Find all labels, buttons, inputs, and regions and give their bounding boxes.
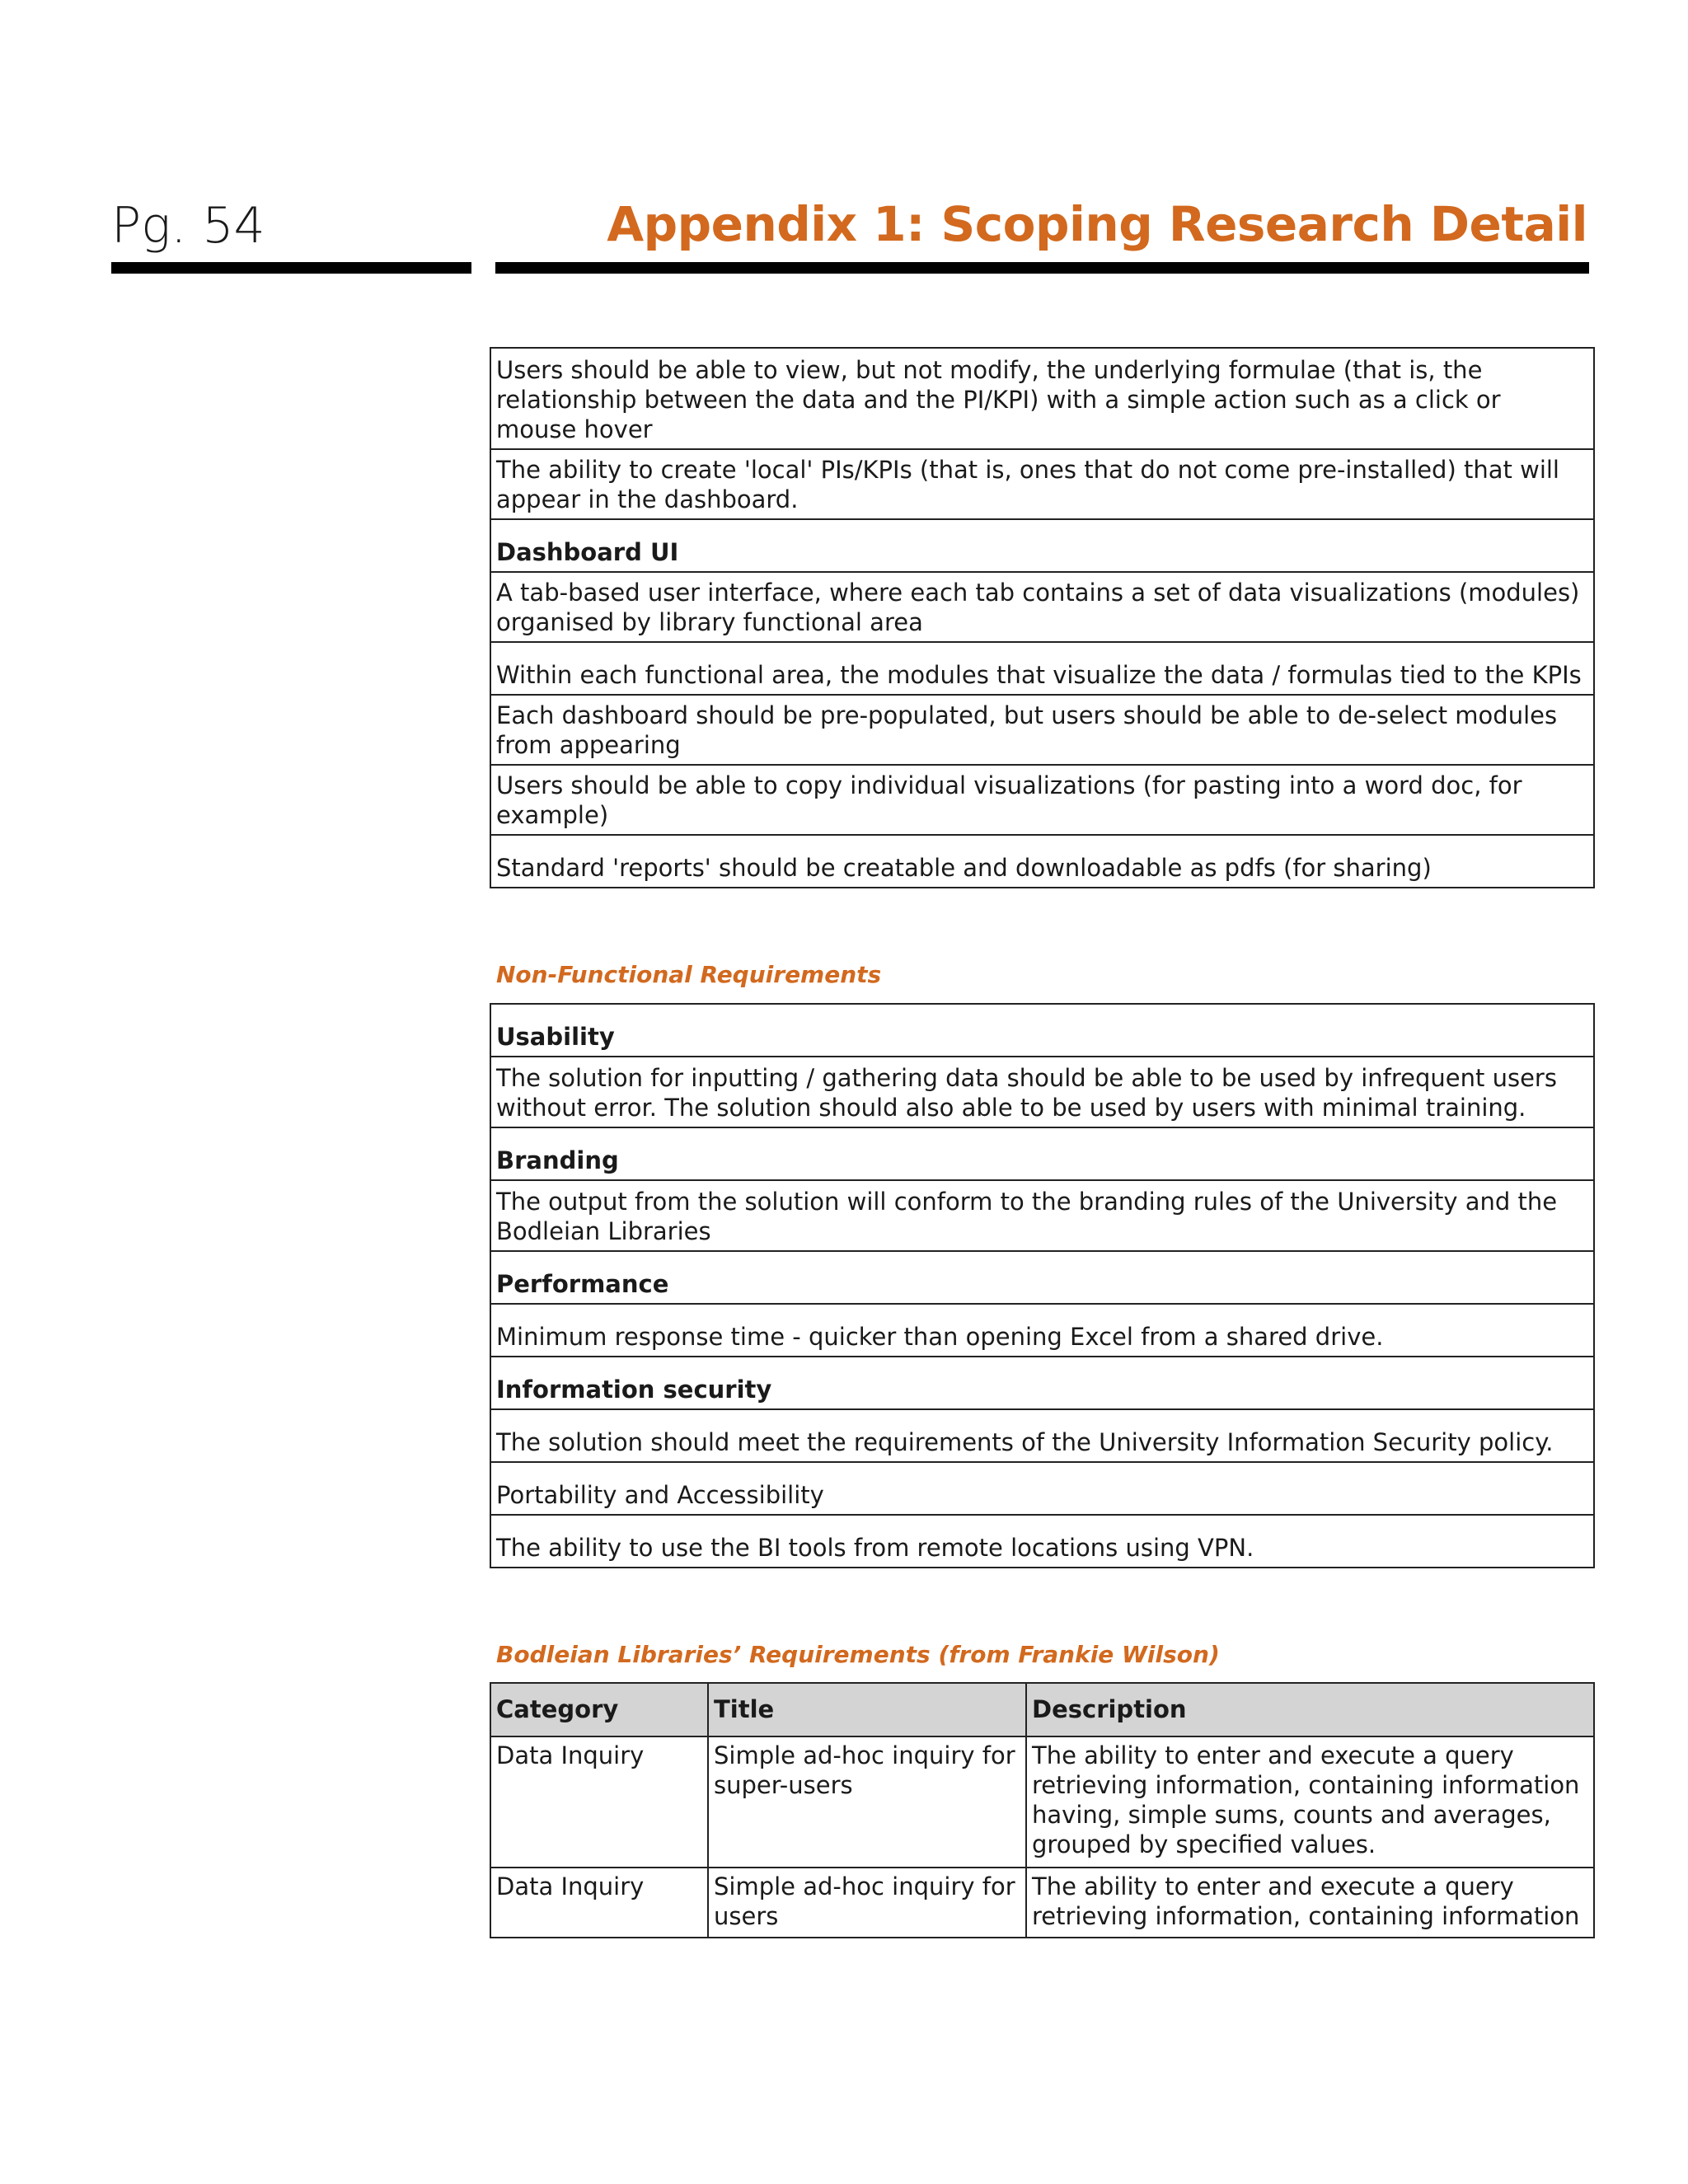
table-cell: Within each functional area, the modules that visualize the data / formulas tied to the KPIs xyxy=(490,642,1594,695)
table-subheading: Branding xyxy=(490,1127,1594,1180)
category-cell: Data Inquiry xyxy=(490,1736,708,1868)
table-row xyxy=(490,1515,1594,1568)
description-cell: The ability to enter and execute a query retrieving information, containing information having, simple sums, counts and averages, grouped by specified values. xyxy=(1026,1736,1594,1868)
table-cell: Users should be able to view, but not modify, the underlying formulae (that is, the relationship between the data and the PI/KPI) with a simple action such as a click or mouse hover xyxy=(490,348,1594,449)
table-row xyxy=(490,835,1594,888)
bodleian-requirements-table xyxy=(490,1682,1595,1938)
column-header-title: Title xyxy=(708,1683,1026,1736)
table-header-row xyxy=(490,1683,1594,1736)
table-cell: Portability and Accessibility xyxy=(490,1462,1594,1515)
column-header-description: Description xyxy=(1026,1683,1594,1736)
table-cell: The output from the solution will conform to the branding rules of the University and the Bodleian Libraries xyxy=(490,1180,1594,1251)
table-row xyxy=(490,1127,1594,1180)
table-row xyxy=(490,1304,1594,1357)
table-row xyxy=(490,1251,1594,1304)
header-rule-left xyxy=(111,262,471,274)
description-cell: The ability to enter and execute a query retrieving information, containing information xyxy=(1026,1868,1594,1938)
bodleian-heading: Bodleian Libraries’ Requirements (from Frankie Wilson) xyxy=(496,1641,1220,1668)
table-cell: The solution for inputting / gathering data should be able to be used by infrequent users without error. The solution should also able to be used by users with minimal training. xyxy=(490,1057,1594,1127)
page-title: Appendix 1: Scoping Research Detail xyxy=(607,196,1587,252)
table-row xyxy=(490,695,1594,765)
page-number: Pg. 54 xyxy=(111,197,265,255)
table-cell: Standard 'reports' should be creatable and downloadable as pdfs (for sharing) xyxy=(490,835,1594,888)
table-cell: The solution should meet the requirements of the University Information Security policy. xyxy=(490,1409,1594,1462)
header-rule-right xyxy=(495,262,1589,274)
table-subheading: Dashboard UI xyxy=(490,519,1594,572)
table-subheading: Usability xyxy=(490,1004,1594,1057)
table-row xyxy=(490,572,1594,642)
table-row xyxy=(490,765,1594,835)
table-cell: Each dashboard should be pre-populated, but users should be able to de-select modules from appearing xyxy=(490,695,1594,765)
table-cell: Users should be able to copy individual visualizations (for pasting into a word doc, for example) xyxy=(490,765,1594,835)
table-subheading: Information security xyxy=(490,1357,1594,1409)
table-cell: The ability to create 'local' PIs/KPIs (that is, ones that do not come pre-installed) that will appear in the dashboard. xyxy=(490,449,1594,519)
table-row xyxy=(490,642,1594,695)
table-row xyxy=(490,1409,1594,1462)
table-row xyxy=(490,519,1594,572)
table-row xyxy=(490,449,1594,519)
title-cell: Simple ad-hoc inquiry for users xyxy=(708,1868,1026,1938)
table-row xyxy=(490,1736,1594,1868)
non-functional-table xyxy=(490,1003,1595,1568)
table-cell: Minimum response time - quicker than opening Excel from a shared drive. xyxy=(490,1304,1594,1357)
category-cell: Data Inquiry xyxy=(490,1868,708,1938)
table-row xyxy=(490,1868,1594,1938)
column-header-category: Category xyxy=(490,1683,708,1736)
table-row xyxy=(490,348,1594,449)
table-row xyxy=(490,1462,1594,1515)
table-row xyxy=(490,1180,1594,1251)
non-functional-heading: Non-Functional Requirements xyxy=(496,961,882,988)
functional-requirements-table xyxy=(490,347,1595,888)
table-cell: The ability to use the BI tools from remote locations using VPN. xyxy=(490,1515,1594,1568)
table-row xyxy=(490,1057,1594,1127)
table-row xyxy=(490,1004,1594,1057)
table-row xyxy=(490,1357,1594,1409)
table-subheading: Performance xyxy=(490,1251,1594,1304)
title-cell: Simple ad-hoc inquiry for super-users xyxy=(708,1736,1026,1868)
table-cell: A tab-based user interface, where each tab contains a set of data visualizations (modules) organised by library functional area xyxy=(490,572,1594,642)
